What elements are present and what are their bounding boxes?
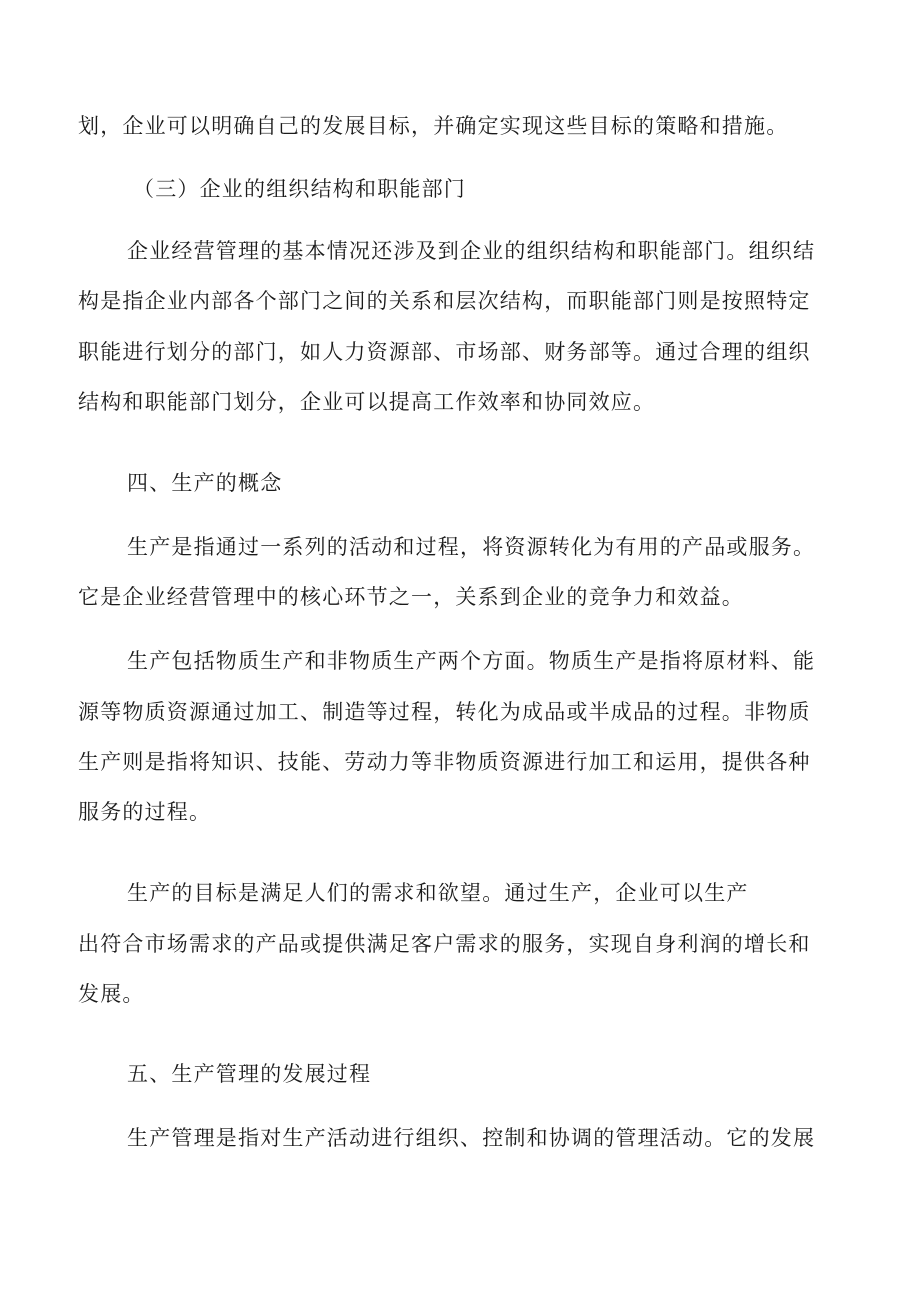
paragraph-line: 生产包括物质生产和非物质生产两个方面。物质生产是指将原材料、能 xyxy=(127,649,816,673)
paragraph-line: 生产管理是指对生产活动进行组织、控制和协调的管理活动。它的发展 xyxy=(127,1126,816,1150)
paragraph-line: 生产是指通过一系列的活动和过程，将资源转化为有用的产品或服务。 xyxy=(127,535,816,559)
paragraph-line: 服务的过程。 xyxy=(78,800,212,824)
paragraph-line: 它是企业经营管理中的核心环节之一，关系到企业的竞争力和效益。 xyxy=(78,585,744,609)
paragraph-line: 结构和职能部门划分，企业可以提高工作效率和协同效应。 xyxy=(78,390,656,414)
section-heading: 五、生产管理的发展过程 xyxy=(127,1062,372,1086)
paragraph-line: 职能进行划分的部门，如人力资源部、市场部、财务部等。通过合理的组织 xyxy=(78,340,811,364)
section-heading: （三）企业的组织结构和职能部门 xyxy=(133,177,466,201)
paragraph-line: 企业经营管理的基本情况还涉及到企业的组织结构和职能部门。组织结 xyxy=(127,239,816,263)
paragraph-line: 发展。 xyxy=(78,982,145,1006)
paragraph-line: 生产则是指将知识、技能、劳动力等非物质资源进行加工和运用，提供各种 xyxy=(78,750,811,774)
paragraph-line: 出符合市场需求的产品或提供满足客户需求的服务，实现自身利润的增长和 xyxy=(78,932,811,956)
section-heading: 四、生产的概念 xyxy=(127,471,283,495)
paragraph-line: 划，企业可以明确自己的发展目标，并确定实现这些目标的策略和措施。 xyxy=(78,114,789,138)
paragraph-line: 源等物质资源通过加工、制造等过程，转化为成品或半成品的过程。非物质 xyxy=(78,700,811,724)
paragraph-line: 构是指企业内部各个部门之间的关系和层次结构，而职能部门则是按照特定 xyxy=(78,289,811,313)
paragraph-line: 生产的目标是满足人们的需求和欲望。通过生产，企业可以生产 xyxy=(127,881,749,905)
